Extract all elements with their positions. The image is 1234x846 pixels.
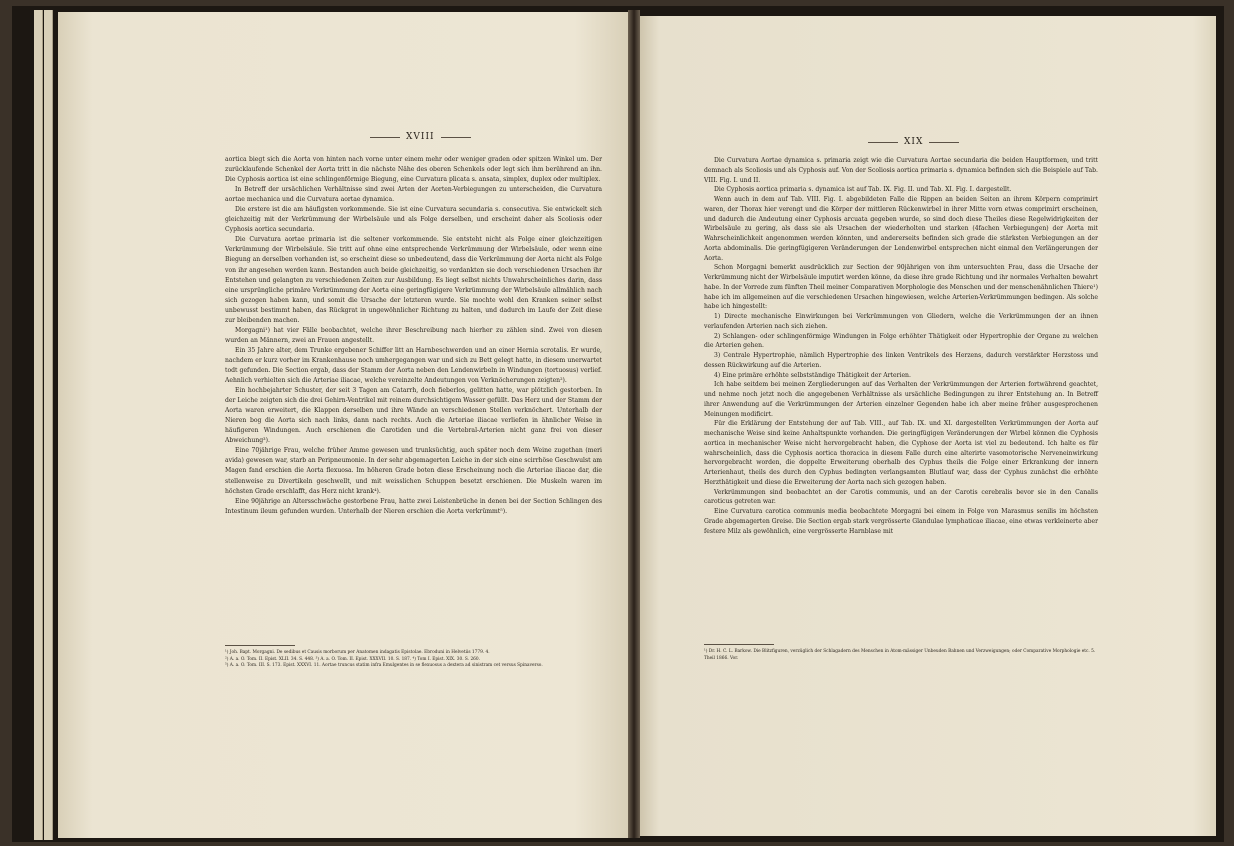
- header-rule: [929, 142, 959, 143]
- page-header-left: [370, 132, 471, 142]
- header-rule: [441, 137, 471, 138]
- paragraph: 1) Directe mechanische Einwirkungen bei Verkrümmungen von Gliedern, welche die Verkrümmungen der an ihnen verlaufenden Arterien nach sich ziehen.: [704, 313, 1098, 330]
- footnote: ⁵) A. a. O. Tom. III. S. 173. Epist. XXXVI. 11. Aortae truncus statim infra Emulgentes in se flexuosus a dextera ad sinistram cet versus Spinaverso.: [225, 663, 543, 669]
- paragraph: Die Curvatura Aortae dynamica s. primaria zeigt wie die Curvatura Aortae secundaria die beiden Hauptformen, und tritt demnach als Scoliosis und als Cyphosis auf. Von der Scoliosis aortica primaria s. dynamica befinden sich die Beispiele auf Tab. VIII. Fig. I. und II.: [704, 157, 1098, 184]
- header-rule: [868, 142, 898, 143]
- footnote: ²) A. a. O. Tom. II. Epist. XLII. 34. S. 448. ³) A. a. O. Tom. II. Epist. XXXVII. 10. S. 187. ⁴) Tom I. Epist. XIX. 30. S. 260.: [225, 656, 481, 662]
- paragraph: Die Curvatura aortae primaria ist die seltener vorkommende. Sie entsteht nicht als Folge einer gleichzeitigen Verkrümmung der Wirbelsäule. Sie tritt auf ohne eine entsprechende Verkrümmung der Wirbelsäule, oder wenn eine Biegung an derselben vorhanden ist, so erscheint diese so unbedeutend, dass die Verkrümmung der Aorta nicht als Folge von ihr angesehen werden kann. Bestanden auch beide gleichzeitig, so verdankten sie doch verschiedenen Ursachen ihr Entstehen und gelangten zu verschiedenen Zeiten zur Ausbildung. Es liegt selbst nichts Unwahrscheinliches darin, dass eine ursprüngliche primäre Verkrümmung der Aorta eine geringfügigere Verkrümmung der Wirbelsäule allmählich nach sich gezogen haben kann, und somit die Ursache der letzteren wurde. Sie mochte wohl den Kranken seiner selbst unbewusst bestimmt haben, das Rückgrat in ungewöhnlicher Richtung zu halten, und dadurch im Laufe der Zeit diese zur bleibenden machen.: [225, 236, 602, 324]
- footnote-separator: [225, 645, 295, 646]
- paragraph: 3) Centrale Hypertrophie, nämlich Hypertrophie des linken Ventrikels des Herzens, dadurch verstärkter Herzstoss und dessen Rückwirkung auf die Arterien.: [704, 352, 1098, 369]
- paragraph: Ich habe seitdem bei meinen Zergliederungen auf das Verhalten der Verkrümmungen der Arterien fortwährend geachtet, und nehme noch jetzt noch die angegebenen Verhältnisse als ursächliche Bedingungen zu ihrer Entstehung an. In Betreff ihrer Anwendung auf die Verkrümmungen der Arterien einzelner Gegenden habe ich aber meine früher ausgesprochenen Meinungen modificirt.: [704, 381, 1098, 418]
- page-header-right: [868, 137, 959, 147]
- paragraph: Die Cyphosis aortica primaria s. dynamica ist auf Tab. IX. Fig. II. und Tab. XI. Fig. I. dargestellt.: [714, 186, 1012, 194]
- paragraph: Verkrümmungen sind beobachtet an der Carotis communis, und an der Carotis cerebralis bevor sie in den Canalis caroticus getreten war.: [704, 488, 1098, 506]
- header-rule: [370, 137, 400, 138]
- paragraph: Ein 35 Jahre alter, dem Trunke ergebener Schiffer litt an Harnbeschwerden und an einer Hernia scrotalis. Er wurde, nachdem er kurz vorher im Krankenhause noch umhergegangen war und sich zu Bett gelegt hatte, in diesem unerwartet todt gefunden. Die Section ergab, dass der Stamm der Aorta neben den Lendenwirbeln in Windungen (tortuosus) verlief. Aehnlich verhielten sich die Arteriae iliacae, welche vereinzelte Andeutungen von Verknöcherungen zeigten²).: [225, 346, 602, 385]
- right-page: [636, 16, 1216, 836]
- paragraph: Eine Curvatura carotica communis media beobachtete Morgagni bei einem in Folge von Marasmus senilis im höchsten Grade abgemagerten Greise. Die Section ergab stark vergrösserte Glandulae lymphaticae iliacae, eine etwas verkleinerte aber festere Milz als gewöhnlich, eine vergrösserte Harnblase mit: [704, 508, 1098, 535]
- paragraph: 2) Schlangen- oder schlingenförmige Windungen in Folge erhöhter Thätigkeit oder Hypertrophie der Organe zu welchen die Arterien gehen.: [704, 332, 1098, 350]
- footnote-separator: [704, 644, 774, 645]
- footnotes-left: [225, 645, 602, 670]
- paragraph: aortica biegt sich die Aorta von hinten nach vorne unter einem mehr oder weniger graden oder spitzen Winkel um. Der zurücklaufende Schenkel der Aorta tritt in die nächste Nähe des oberen Schenkels oder legt sich ihm berührend an ihn. Die Cyphosis aortica ist eine schlingenförmige Biegung, eine Curvatura plicata s. ansata, simplex, duplex oder multiplex.: [225, 156, 602, 184]
- footnote: ¹) Dr. H. C. L. Barkow. Die Blitzfiguren, verzüglich der Schlagadern des Menschen in Atom-mässiger Unbeuden Bahnen und Verzweigungen; oder Comparative Morphologie etc. 5. Theil 1866. Vor.: [704, 649, 1096, 661]
- page-stack-edge: [34, 10, 43, 840]
- body-text-left: [225, 155, 602, 517]
- paragraph: Die erstere ist die am häufigsten vorkommende. Sie ist eine Curvatura secundaria s. consecutiva. Sie entwickelt sich gleichzeitig mit der Verkrümmung der Wirbelsäule und als Folge derselben, und erscheint daher als Scoliosis oder Cyphosis aortica secundaria.: [225, 206, 602, 234]
- paragraph: 4) Eine primäre erhöhte selbstständige Thätigkeit der Arterien.: [714, 371, 911, 379]
- paragraph: Wenn auch in dem auf Tab. VIII. Fig. I. abgebildeten Falle die Rippen an beiden Seiten an ihrem Körpern comprimirt waren, der Thorax hier verengt und die Körper der mittleren Rückenwirbel in ihrer Mitte vorn etwas comprimirt erscheinen, und dadurch die Andeutung einer Cyphosis arcuata gegeben wurde, so sind doch diese Theiles diese Regelwidrigkeiten der Wirbelsäule zu gering, als dass sie als Ursachen der wiederholten und starken (4fachen Verbiegungen) der Aorta mit Wahrscheinlichkeit angenommen werden könnten, und andererseits befinden sich grade die stärksten Verbiegungen an der Aorta abdominalis. Die geringfügigeren Veränderungen der Lendenwirbel entsprechen nicht einmal den Verlängerungen der Aorta.: [704, 196, 1098, 262]
- footnotes-right: [704, 644, 1098, 662]
- page-number-right: XIX: [904, 137, 924, 147]
- paragraph: Ein hochbejahrter Schuster, der seit 3 Tagen am Catarrh, doch fieberlos, gelitten hatte, war plötzlich gestorben. In der Leiche zeigten sich die drei Gehirn-Ventrikel mit reinem durchsichtigem Wasser gefüllt. Das Herz und der Stamm der Aorta waren erweitert, die Klappen derselben und ihre Wände an verschiedenen Stellen verknöchert. Unterhalb der Nieren bog die Aorta sich nach links, dann nach rechts. Auch die Arteriae iliacae verliefen in ähnlicher Weise in häufigeren Windungen. Auch erschienen die Carotiden und die Vertebral-Arterien nicht ganz frei von dieser Abweichung³).: [225, 387, 602, 445]
- paragraph: In Betreff der ursächlichen Verhältnisse sind zwei Arten der Aorten-Verbiegungen zu unterscheiden, die Curvatura aortae mechanica und die Curvatura aortae dynamica.: [225, 186, 602, 204]
- footnote: ¹) Joh. Bapt. Morgagni. De sedibus et Causis morborum per Anatomen indagatis Epistolae. Ebroduni in Helvetiis 1779. 4.: [225, 650, 490, 655]
- body-text-right: [704, 156, 1098, 536]
- paragraph: Morgagni¹) hat vier Fälle beobachtet, welche ihrer Beschreibung nach hierher zu zählen sind. Zwei von diesen wurden an Männern, zwei an Frauen angestellt.: [225, 326, 602, 344]
- paragraph: Für die Erklärung der Entstehung der auf Tab. VIII., auf Tab. IX. und XI. dargestellten Verkrümmungen der Aorta auf mechanische Weise sind keine Anhaltspunkte vorhanden. Die geringfügigen Veränderungen der Wirbel können die Cyphosis aortica in mechanischer Weise nicht hervorgebracht haben, die Cyphose der Aorta ist viel zu bedeutend. Ich halte es für wahrscheinlich, dass die Cyphosis aortica thoracica in diesem Falle durch eine alterirte vasomotorische Nerveneinwirkung hervorgebracht worden, die doppelte Erweiterung oberhalb des Cyphus theils die Folge einer Erkrankung der innern Arterienhaut, theils des durch den Cyphus bedingten verlangsamten Blutlauf war, dass der Cyphus zunächst die erhöhte Herzthätigkeit und diese die Erweiterung der Aorta nach sich gezogen haben.: [704, 420, 1098, 486]
- paragraph: Eine 90jährige an Altersschwäche gestorbene Frau, hatte zwei Leistenbrüche in denen bei der Section Schlingen des Intestinum ileum gefunden wurden. Unterhalb der Nieren erschien die Aorta verkrümmt⁵).: [225, 497, 602, 515]
- left-page: [58, 12, 632, 838]
- book-gutter: [628, 10, 640, 838]
- page-number-left: XVIII: [406, 132, 435, 142]
- paragraph: Schon Morgagni bemerkt ausdrücklich zur Section der 90jährigen von ihm untersuchten Frau, dass die Ursache der Verkrümmung nicht der Wirbelsäule imputirt werden könne, da diese ihre grade Richtung und ihr normales Verhalten bewahrt habe. In der Vorrede zum fünften Theil meiner Comparativen Morphologie des Menschen und der menschenähnlichen Thiere¹) habe ich im allgemeinen auf die verschiedenen Ursachen hingewiesen, welche Arterien-Verkrümmungen bedingen. Als solche habe ich hingestellt:: [704, 264, 1098, 311]
- page-stack-edge: [44, 10, 53, 840]
- paragraph: Eine 70jährige Frau, welche früher Amme gewesen und trunksüchtig, auch später noch dem Weine zugethan (meri avida) gewesen war, starb an Peripneumonie. In der sehr abgemagerten Leiche in der sich eine scirrhöse Geschwulst am Magen fand erschien die Aorta flexuosa. Im höheren Grade boten diese Erscheinung noch die Arteriae iliacae dar, die stellenweise zu Divertikeln geschwellt, und mit weisslichen Schuppen besetzt erschienen. Die Muskeln waren im höchsten Grade erschlafft, das Herz nicht krank⁴).: [225, 447, 602, 495]
